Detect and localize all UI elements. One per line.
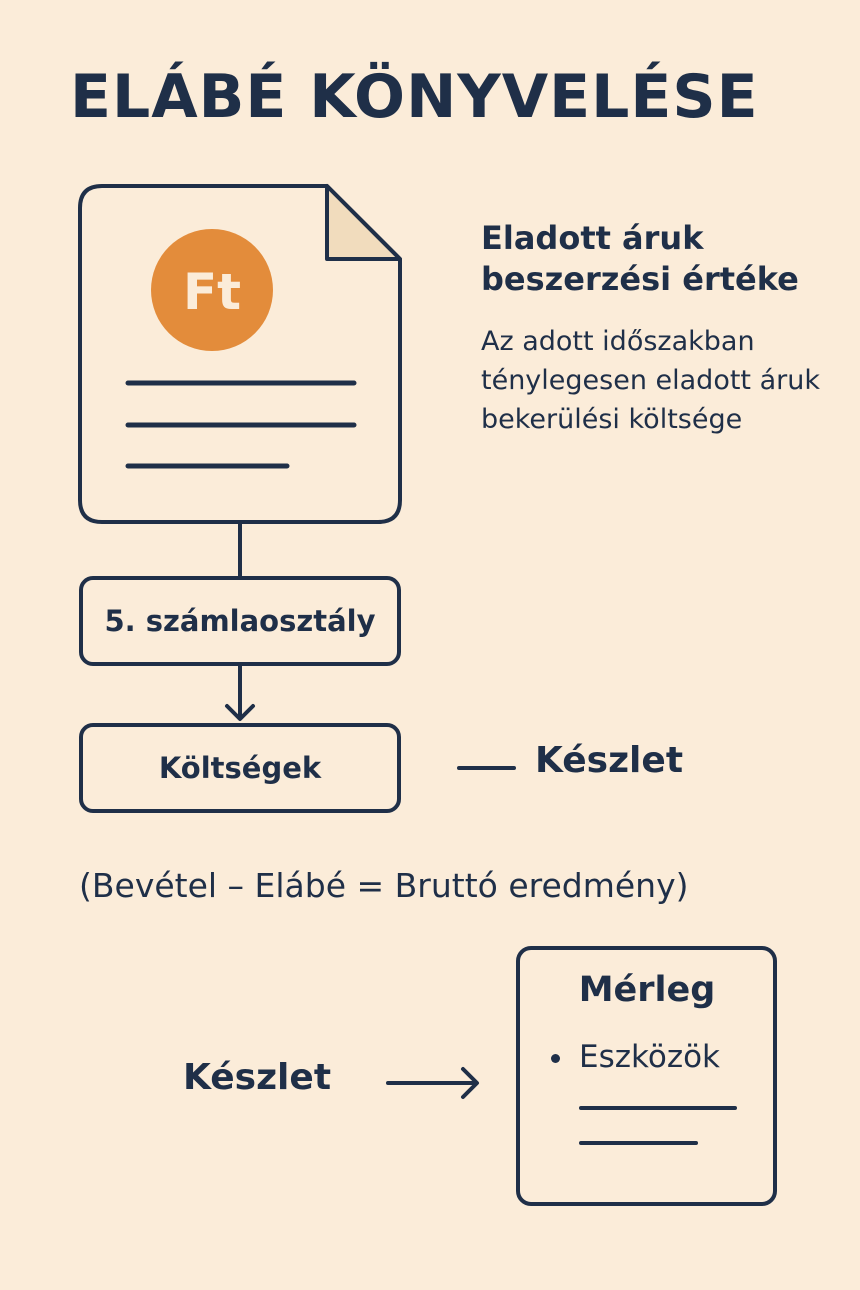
stock-label: Készlet [183,1057,332,1098]
forint-coin-label: Ft [182,263,242,321]
document-heading: Eladott áruk beszerzési értéke [481,219,799,298]
bullet-icon [551,1054,560,1063]
account-class-label: 5. számlaosztály [104,604,376,638]
document-description: Az adott időszakban ténylegesen eladott áruk bekerülési költsége [481,326,820,435]
page-title: ELÁBÉ KÖNYVELÉSE [70,62,759,132]
costs-box [79,723,401,813]
balance-sheet-title: Mérleg [578,970,716,1010]
minus-stock-label: Készlet [535,740,684,781]
costs-label: Költségek [158,751,322,785]
balance-item-assets: Eszközök [579,1039,721,1075]
arrow-down-icon [227,666,253,719]
formula-text: (Bevétel – Elábé = Bruttó eredmény) [79,866,689,905]
account-class-box [79,576,401,666]
arrow-right-icon [388,1069,477,1097]
document-icon [80,186,400,522]
